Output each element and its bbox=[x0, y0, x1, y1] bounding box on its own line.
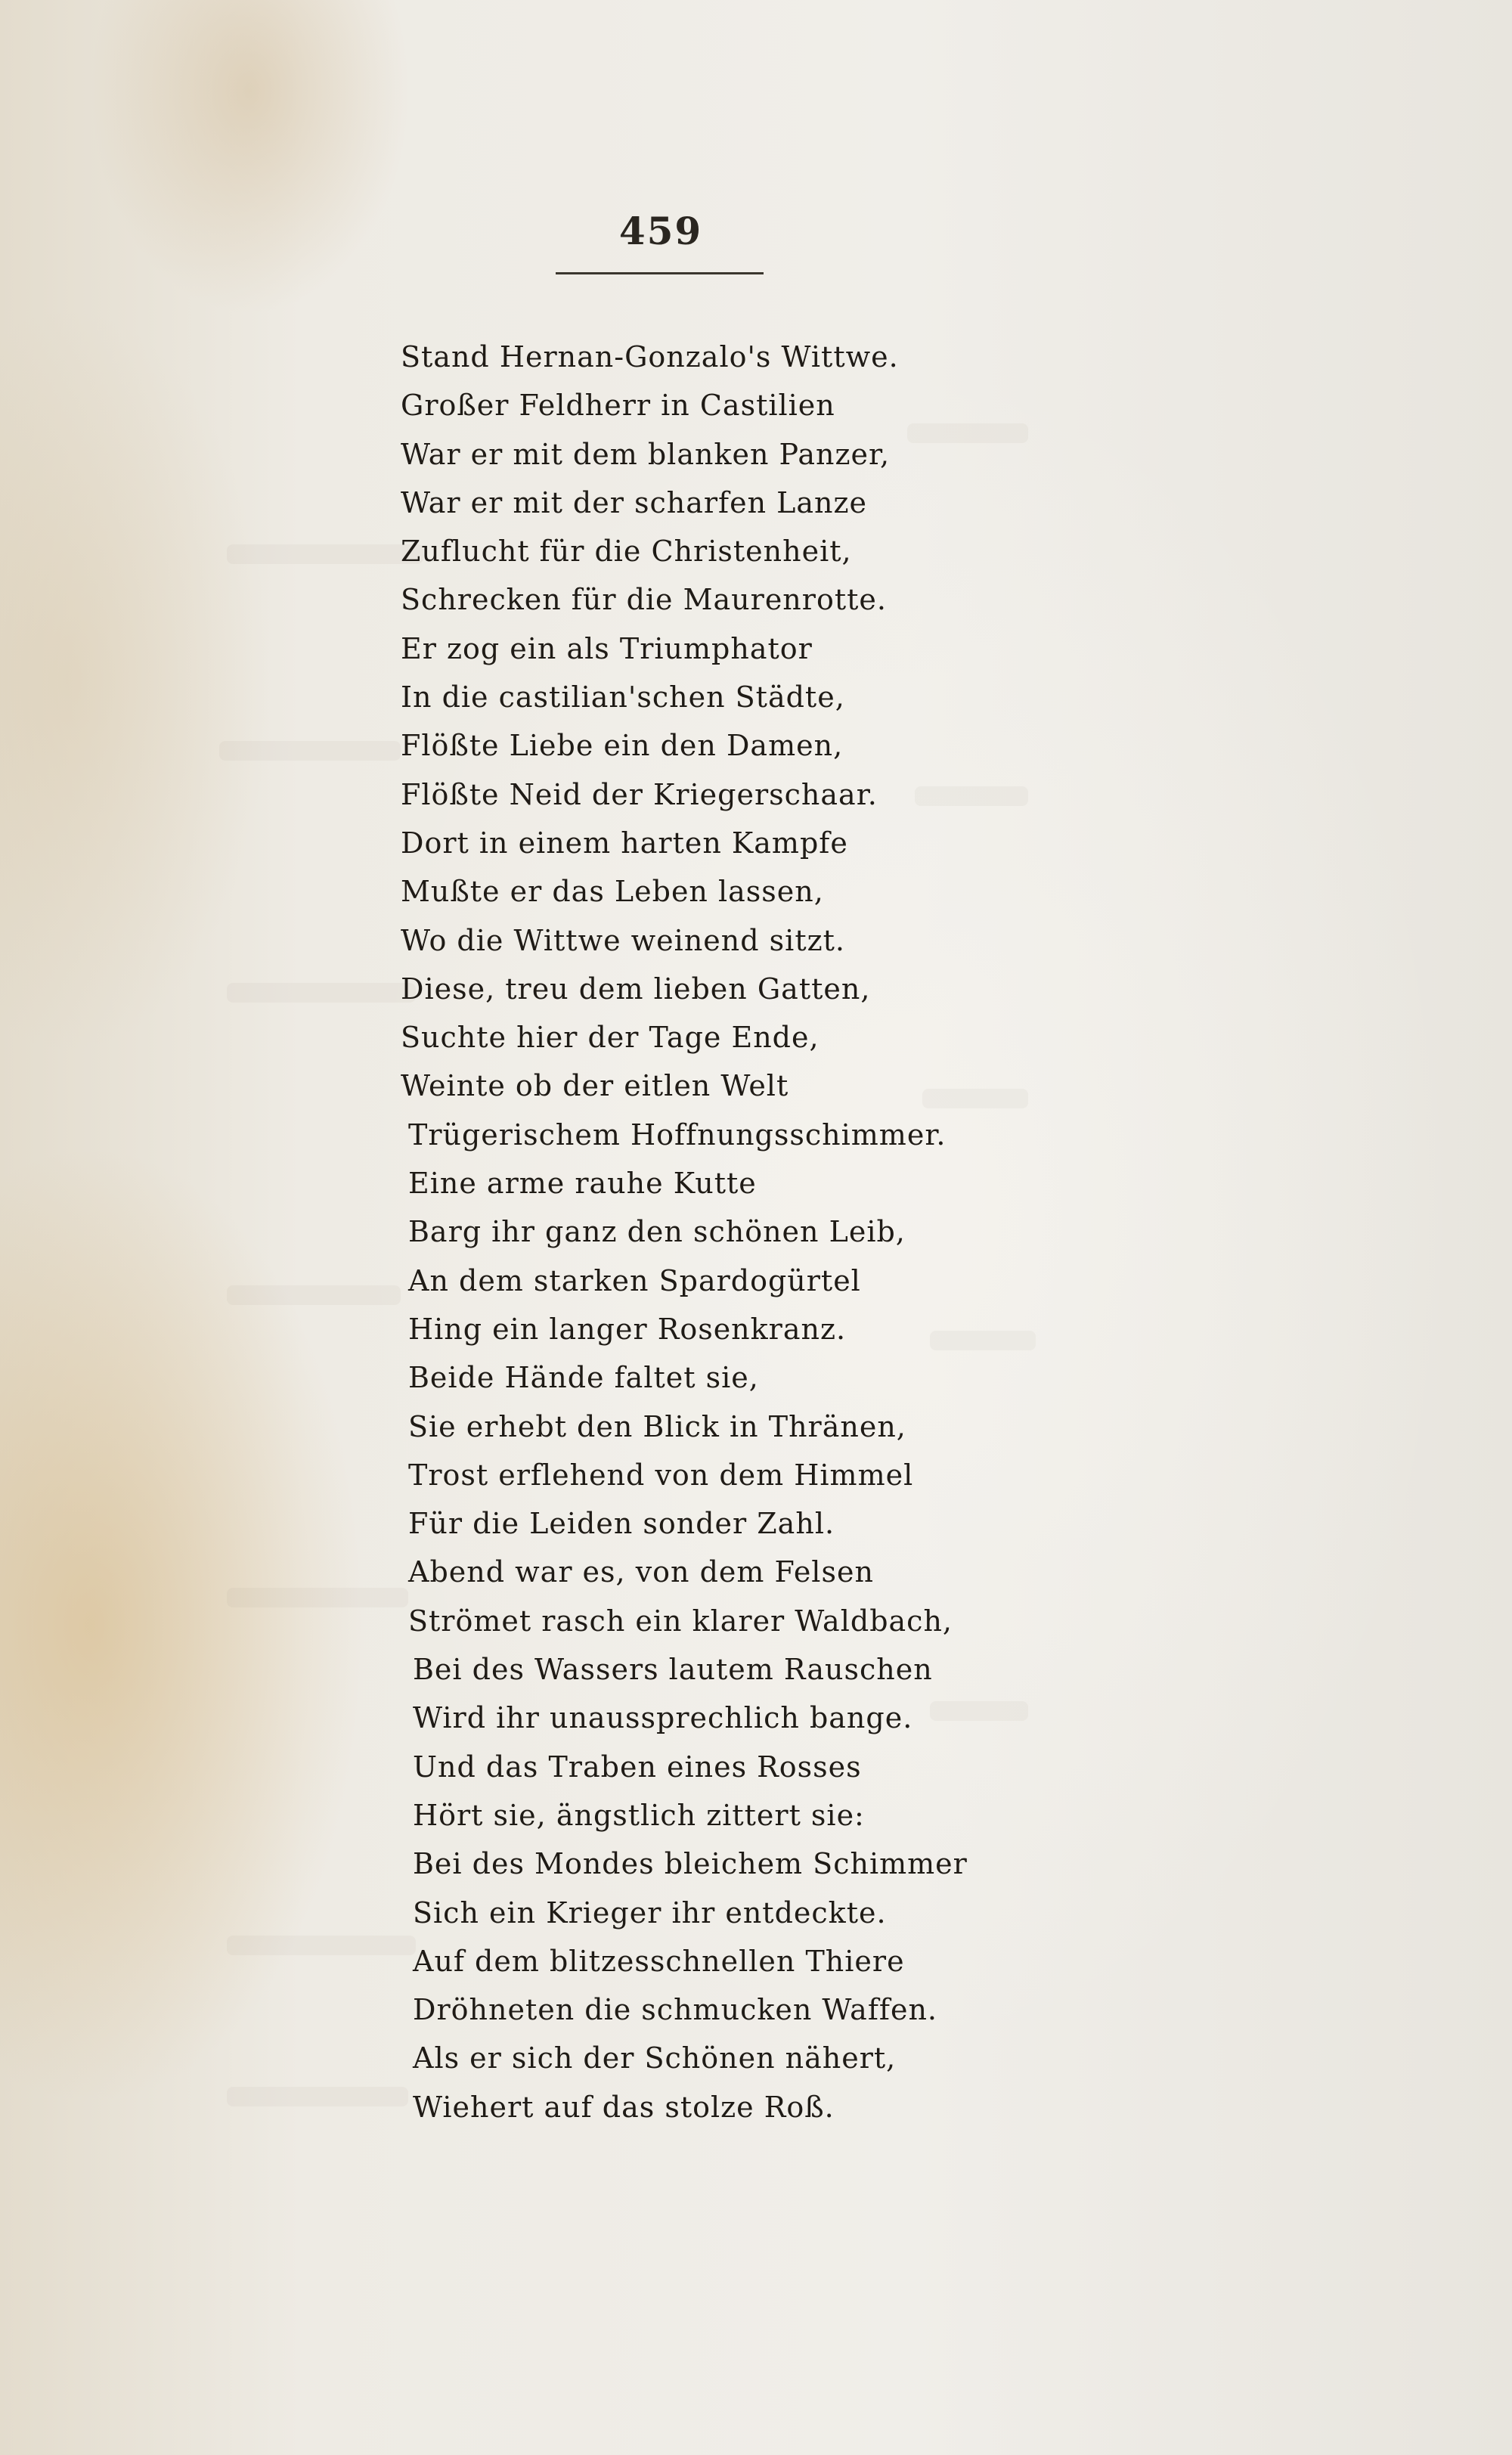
poem-line: Stand Hernan-Gonzalo's Wittwe. bbox=[401, 340, 899, 374]
poem-line: Bei des Wassers lautem Rauschen bbox=[413, 1653, 933, 1687]
poem-line: Flößte Liebe ein den Damen, bbox=[401, 729, 844, 763]
header-rule bbox=[556, 272, 764, 274]
page-number: 459 bbox=[618, 209, 703, 253]
poem-line: In die castilian'schen Städte, bbox=[401, 680, 845, 714]
poem-line: Großer Feldherr in Castilien bbox=[401, 389, 835, 423]
poem-line: Auf dem blitzesschnellen Thiere bbox=[413, 1944, 905, 1978]
poem-line: Beide Hände faltet sie, bbox=[408, 1361, 759, 1395]
poem-line: Barg ihr ganz den schönen Leib, bbox=[408, 1215, 906, 1249]
poem-line: Zuflucht für die Christenheit, bbox=[401, 535, 852, 569]
poem-line: Strömet rasch ein klarer Waldbach, bbox=[408, 1604, 953, 1638]
poem-line: Für die Leiden sonder Zahl. bbox=[408, 1507, 835, 1541]
poem-line: Dort in einem harten Kampfe bbox=[401, 826, 848, 860]
poem-text bbox=[401, 333, 1005, 2131]
poem-line: Eine arme rauhe Kutte bbox=[408, 1167, 757, 1201]
poem-line: Wird ihr unaussprechlich bange. bbox=[413, 1701, 913, 1735]
poem-line: Er zog ein als Triumphator bbox=[401, 631, 813, 665]
poem-line: Diese, treu dem lieben Gatten, bbox=[401, 972, 871, 1006]
poem-line: Mußte er das Leben lassen, bbox=[401, 875, 824, 909]
poem-line: Dröhneten die schmucken Waffen. bbox=[413, 1993, 937, 2027]
poem-line: War er mit der scharfen Lanze bbox=[401, 485, 868, 519]
poem-line: Hört sie, ängstlich zittert sie: bbox=[413, 1798, 865, 1832]
poem-line: Als er sich der Schönen nähert, bbox=[413, 2041, 897, 2075]
poem-line: Schrecken für die Maurenrotte. bbox=[401, 583, 887, 617]
poem-line: War er mit dem blanken Panzer, bbox=[401, 437, 891, 471]
poem-line: Trügerischem Hoffnungsschimmer. bbox=[408, 1117, 947, 1152]
poem-line: An dem starken Spardogürtel bbox=[408, 1263, 861, 1297]
poem-line: Weinte ob der eitlen Welt bbox=[401, 1069, 789, 1103]
poem-line: Suchte hier der Tage Ende, bbox=[401, 1021, 820, 1055]
poem-line: Bei des Mondes bleichem Schimmer bbox=[413, 1847, 968, 1881]
poem-line: Hing ein langer Rosenkranz. bbox=[408, 1312, 847, 1346]
poem-line: Und das Traben eines Rosses bbox=[413, 1750, 862, 1784]
poem-line: Wo die Wittwe weinend sitzt. bbox=[401, 923, 845, 957]
poem-line: Trost erflehend von dem Himmel bbox=[408, 1458, 914, 1492]
poem-line: Sie erhebt den Blick in Thränen, bbox=[408, 1409, 906, 1443]
poem-line: Wiehert auf das stolze Roß. bbox=[413, 2090, 835, 2124]
poem-line: Sich ein Krieger ihr entdeckte. bbox=[413, 1895, 887, 1930]
poem-line: Abend war es, von dem Felsen bbox=[408, 1555, 874, 1589]
poem-line: Flößte Neid der Kriegerschaar. bbox=[401, 777, 878, 811]
